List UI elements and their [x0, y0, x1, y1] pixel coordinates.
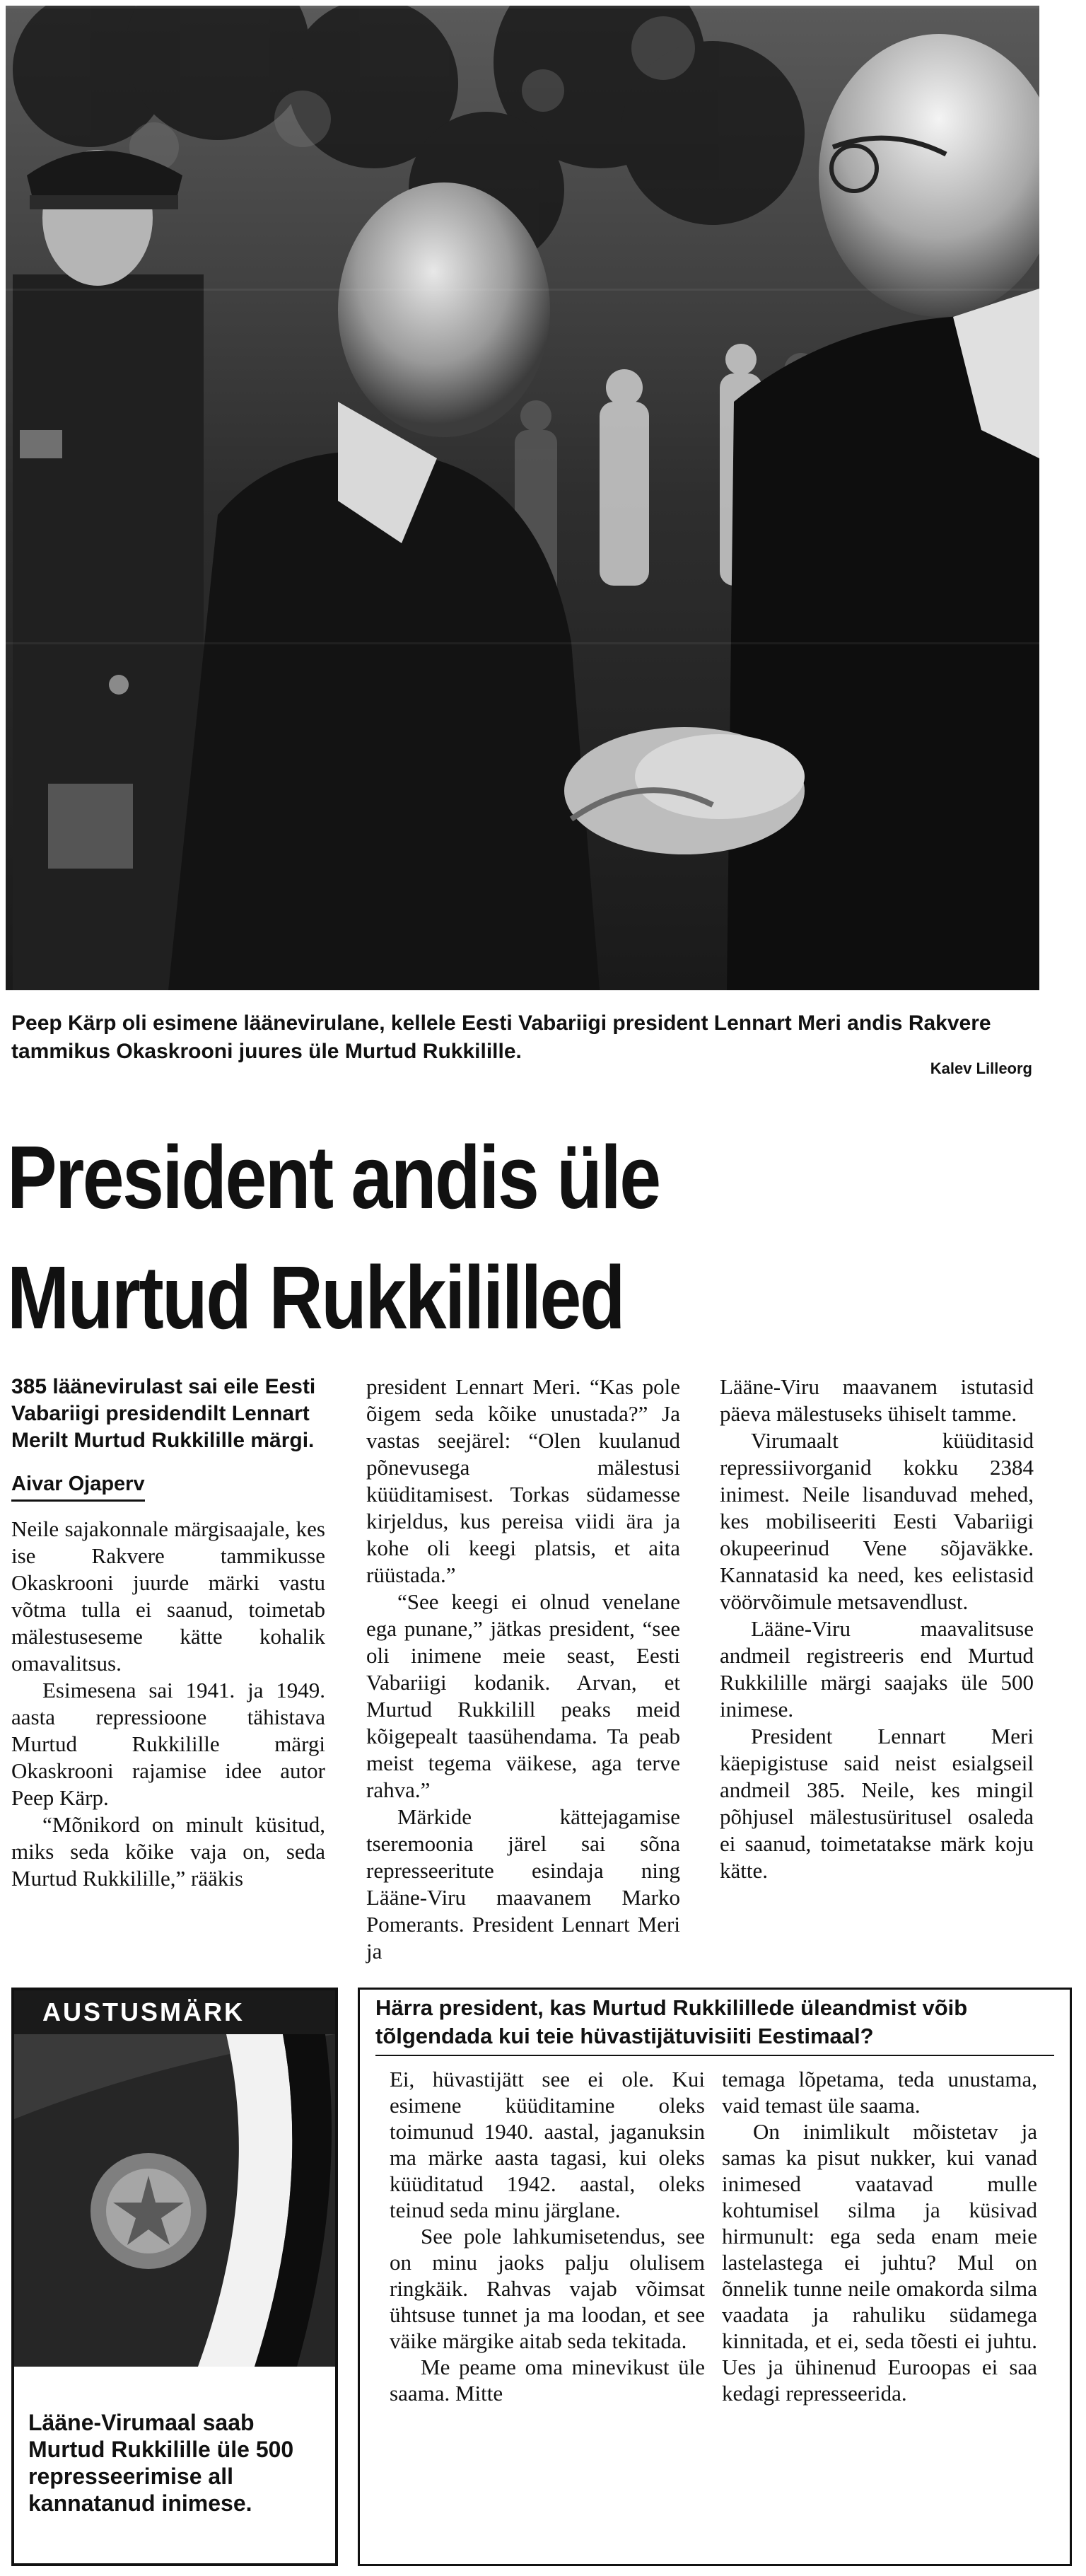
paragraph: Ei, hüvastijätt see ei ole. Kui esimene küüditamine oleks toimunud 1940. aastal, jaganuksin ma märke aasta tagasi, kui oleks küüditatud 1942. aastal, oleks teinud seda minu järglane. [390, 2067, 705, 2222]
interview-box [358, 1988, 1072, 2566]
paragraph: Lääne-Viru maavanem istutasid päeva mälestuseks ühiselt tamme. [720, 1374, 1034, 1426]
paragraph: Neile sajakonnale märgisaajale, kes ise Rakvere tammikusse Okaskrooni juurde märki vastu võtma tulla ei saanud, toimetab mälestuseseme kätte kohalik omavalitsus. [11, 1516, 325, 1676]
interview-divider [375, 2055, 1054, 2056]
interview-column-2 [722, 2066, 1037, 2406]
paragraph: Esimesena sai 1941. ja 1949. aasta repressioone tähistava Murtud Rukkilille märgi Okaskrooni rajamise idee autor Peep Kärp. [11, 1678, 325, 1810]
paragraph: “See keegi ei olnud venelane ega punane,” jätkas president, “see oli inimene meie seast, Eesti Vabariigi kodanik. Arvan, et Murtud Rukkilill peaks meid kõigepealt taasühendama. Ta peab meist tegema väikese, aga terve rahva.” [366, 1589, 680, 1802]
badge-photo [14, 2034, 335, 2367]
paragraph: Märkide kättejagamise tseremoonia järel sai sõna represseeritute esindaja ning Lääne-Viru maavanem Marko Pomerants. President Lennart Meri ja [366, 1804, 680, 1963]
article-byline: Aivar Ojaperv [11, 1471, 145, 1502]
news-photo [6, 6, 1039, 990]
article-lead: 385 läänevirulast sai eile Eesti Vabariigi presidendilt Lennart Merilt Murtud Rukkilille märgi. [11, 1375, 316, 1452]
sidebar-caption: Lääne-Virumaal saab Murtud Rukkilille üle 500 represseerimise all kannatanud inimese. [28, 2410, 294, 2516]
sidebar-header: AUSTUSMÄRK [14, 1990, 335, 2034]
paragraph: Lääne-Viru maavalitsuse andmeil registreeris end Murtud Rukkilille märgi saajaks üle 500 inimese. [720, 1616, 1034, 1722]
interview-question: Härra president, kas Murtud Rukkilillede üleandmist võib tõlgendada kui teie hüvastijätuvisiiti Eestimaal? [375, 1995, 968, 2048]
paragraph: “Mõnikord on minult küsitud, miks seda kõike vaja on, seda Murtud Rukkilille,” rääkis [11, 1812, 325, 1891]
paragraph: Me peame oma minevikust üle saama. Mitte [390, 2355, 705, 2406]
article-column-1 [11, 1374, 325, 1892]
photo-credit: Kalev Lilleorg [930, 1060, 1032, 1077]
headline-line-1: President andis üle [7, 1127, 660, 1227]
article-column-3 [720, 1374, 1034, 1884]
paragraph: temaga lõpetama, teda unustama, vaid temast üle saama. [722, 2067, 1037, 2118]
interview-column-1 [390, 2066, 705, 2406]
sidebar-box [11, 1988, 338, 2566]
headline-line-2: Murtud Rukkililled [7, 1248, 624, 1347]
paragraph: president Lennart Meri. “Kas pole õigem seda kõike unustada?” Ja vastas seejärel: “Olen kuulanud põnevusega mälestusi küüditamisest. Torkas südamesse kirjeldus, kus pereisa viidi ära ja kohe oli keegi platsis, et aita rüüstada.” [366, 1374, 680, 1587]
article-headline [7, 1118, 898, 1358]
paragraph: On inimlikult mõistetav ja samas ka pisut nukker, kui vanad inimesed vaatavad mulle kohtumisel silma ja küsivad hirmunult: ega seda enam meie lastelastega ei juhtu? Mul on õnnelik tunne neile omakorda silma vaadata ja rahuliku südamega kinnitada, et ei, seda tõesti ei juhtu. Ues ja ühinenud Euroopas ei saa kedagi represseerida. [722, 2119, 1037, 2406]
paragraph: Virumaalt küüditasid repressiivorganid kokku 2384 inimest. Neile lisanduvad mehed, kes mobiliseeriti Eesti Vabariigi okupeerinud Vene sõjaväkke. Kannatasid ka need, kes eelistasid vöörvõimule metsavendlust. [720, 1428, 1034, 1614]
article-column-2 [366, 1374, 680, 1965]
paragraph: See pole lahkumisetendus, see on minu jaoks palju olulisem ringkäik. Rahvas vajab võimsat ühtsuse tunnet ja ma loodan, et see väike märgike aitab seda tekitada. [390, 2224, 705, 2353]
photo-ceremony-image [6, 6, 1039, 990]
photo-caption: Peep Kärp oli esimene läänevirulane, kellele Eesti Vabariigi president Lennart Meri andis Rakvere tammikus Okaskrooni juures üle Murtud Rukkilille. [11, 1011, 991, 1063]
paragraph: President Lennart Meri käepigistuse said neist esialgseil andmeil 385. Neile, kes mingil põhjusel mälestusüritusel osaleda ei saanud, toimetatakse märk koju kätte. [720, 1724, 1034, 1883]
badge-image [14, 2034, 335, 2367]
